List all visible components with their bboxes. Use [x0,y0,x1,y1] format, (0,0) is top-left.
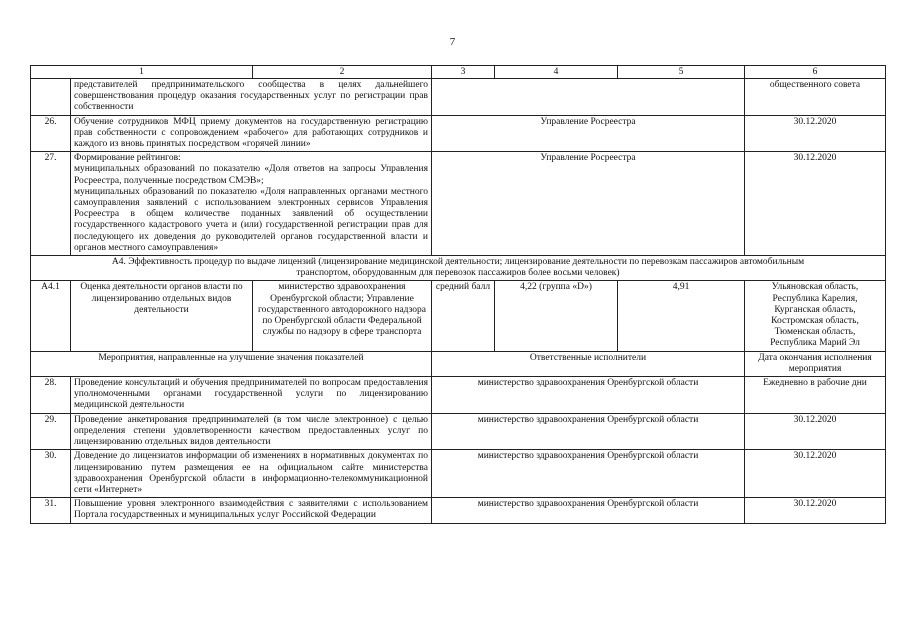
deadline: общественного совета [745,79,886,116]
row-number: 29. [31,413,71,450]
executor: Управление Росреестра [432,115,745,152]
table-row [31,498,886,523]
col-header-6: 6 [745,66,886,79]
indicator-target-value: 4,91 [618,281,745,351]
subheader-measures: Мероприятия, направленные на улучшение значения показателей [31,351,432,376]
section-heading-line: транспортом, оборудованным для перевозок пассажиров более восьми человек) [296,268,620,279]
measure-text: Проведение консультаций и обучения предпринимателей по вопросам предоставления уполномоченными органами государственной услуги по лицензированию медицинской деятельности [71,377,432,414]
row-number: 30. [31,450,71,498]
executor: министерство здравоохранения Оренбургской области [432,498,745,523]
section-heading [31,256,886,281]
row-number [31,79,71,116]
executor [432,79,745,116]
region-item: Республика Карелия, [772,293,858,304]
executor: министерство здравоохранения Оренбургской области [432,377,745,414]
row-number: 31. [31,498,71,523]
col-header-3: 3 [432,66,495,79]
measure-text: Повышение уровня электронного взаимодействия с заявителями с использованием Портала государственных и муниципальных услуг Российской Федерации [71,498,432,523]
indicator-regions [745,281,886,351]
measure-text: представителей предпринимательского сообщества в целях дальнейшего совершенствования процедур оказания государственных услуг по регистрации прав собственности [71,79,432,116]
indicator-responsible: министерство здравоохранения Оренбургской области; Управление государственного автодорожного надзора по Оренбургской области Федеральной службы по надзору в сфере транспорта [253,281,432,351]
region-item: Республика Марий Эл [770,338,860,349]
table-row [31,115,886,152]
col-header-5: 5 [618,66,745,79]
executor: министерство здравоохранения Оренбургской области [432,413,745,450]
deadline: 30.12.2020 [745,450,886,498]
measure-text [71,152,432,256]
section-heading-row [31,256,886,281]
measures-subheader-row [31,351,886,376]
measure-text: Доведение до лицензиатов информации об изменениях в нормативных документах по лицензированию путем размещения ее на официальном сайте министерства здравоохранения Оренбургской области в информационно-телекоммуникационной сети «Интернет» [71,450,432,498]
indicator-unit: средний балл [432,281,495,351]
indicator-row [31,281,886,351]
deadline: 30.12.2020 [745,152,886,256]
table-row [31,413,886,450]
table-row [31,450,886,498]
subheader-deadline: Дата окончания исполнения мероприятия [745,351,886,376]
measure-text: Проведение анкетирования предпринимателей (в том числе электронное) с целью определения степени удовлетворенности качеством предоставленных услуг по лицензированию отдельных видов деятельности [71,413,432,450]
executor: Управление Росреестра [432,152,745,256]
measure-text-line: муниципальных образований по показателю «Доля ответов на запросы Управления Росреестра, полученные посредством СМЭВ»; [74,164,428,186]
row-number: 28. [31,377,71,414]
row-number: 27. [31,152,71,256]
measure-text-line: Формирование рейтингов: [74,153,181,164]
subheader-executors: Ответственные исполнители [432,351,745,376]
row-number: 26. [31,115,71,152]
table-row [31,152,886,256]
measures-table [30,65,886,524]
continuation-row [31,79,886,116]
region-item: Ульяновская область, [771,282,859,293]
indicator-current-value: 4,22 (группа «D») [495,281,618,351]
page-number: 7 [449,36,456,48]
col-header-2: 2 [253,66,432,79]
executor: министерство здравоохранения Оренбургской области [432,450,745,498]
deadline: Ежедневно в рабочие дни [745,377,886,414]
region-item: Тюменская область, [774,327,856,338]
measure-text-line: муниципальных образований по показателю «Доля направленных органами местного самоуправления заявлений с использованием электронных сервисов Управления Росреестра в общем количестве поданных заявлений об осуществлении государственного кадастрового учета и (или) государственной регистрации прав для последующего их доведения до руководителей органов государственной власти и органов местного самоуправления» [74,186,428,253]
col-header-4: 4 [495,66,618,79]
deadline: 30.12.2020 [745,413,886,450]
region-item: Костромская область, [771,316,859,327]
region-item: Курганская область, [774,304,856,315]
table-row [31,377,886,414]
indicator-code: А4.1 [31,281,71,351]
measure-text: Обучение сотрудников МФЦ приему документов на государственную регистрацию прав собственности с сопровождением «рабочего» для работающих сотрудников и каждого из вновь принятых посредством «горячей линии» [71,115,432,152]
indicator-name: Оценка деятельности органов власти по лицензированию отдельных видов деятельности [71,281,253,351]
deadline: 30.12.2020 [745,498,886,523]
section-heading-line: А4. Эффективность процедур по выдаче лицензий (лицензирование медицинской деятельности; лицензирование деятельности по перевозкам пассажиров автомобильным [111,257,805,268]
column-numbers-row [31,66,886,79]
col-header-1: 1 [31,66,253,79]
deadline: 30.12.2020 [745,115,886,152]
